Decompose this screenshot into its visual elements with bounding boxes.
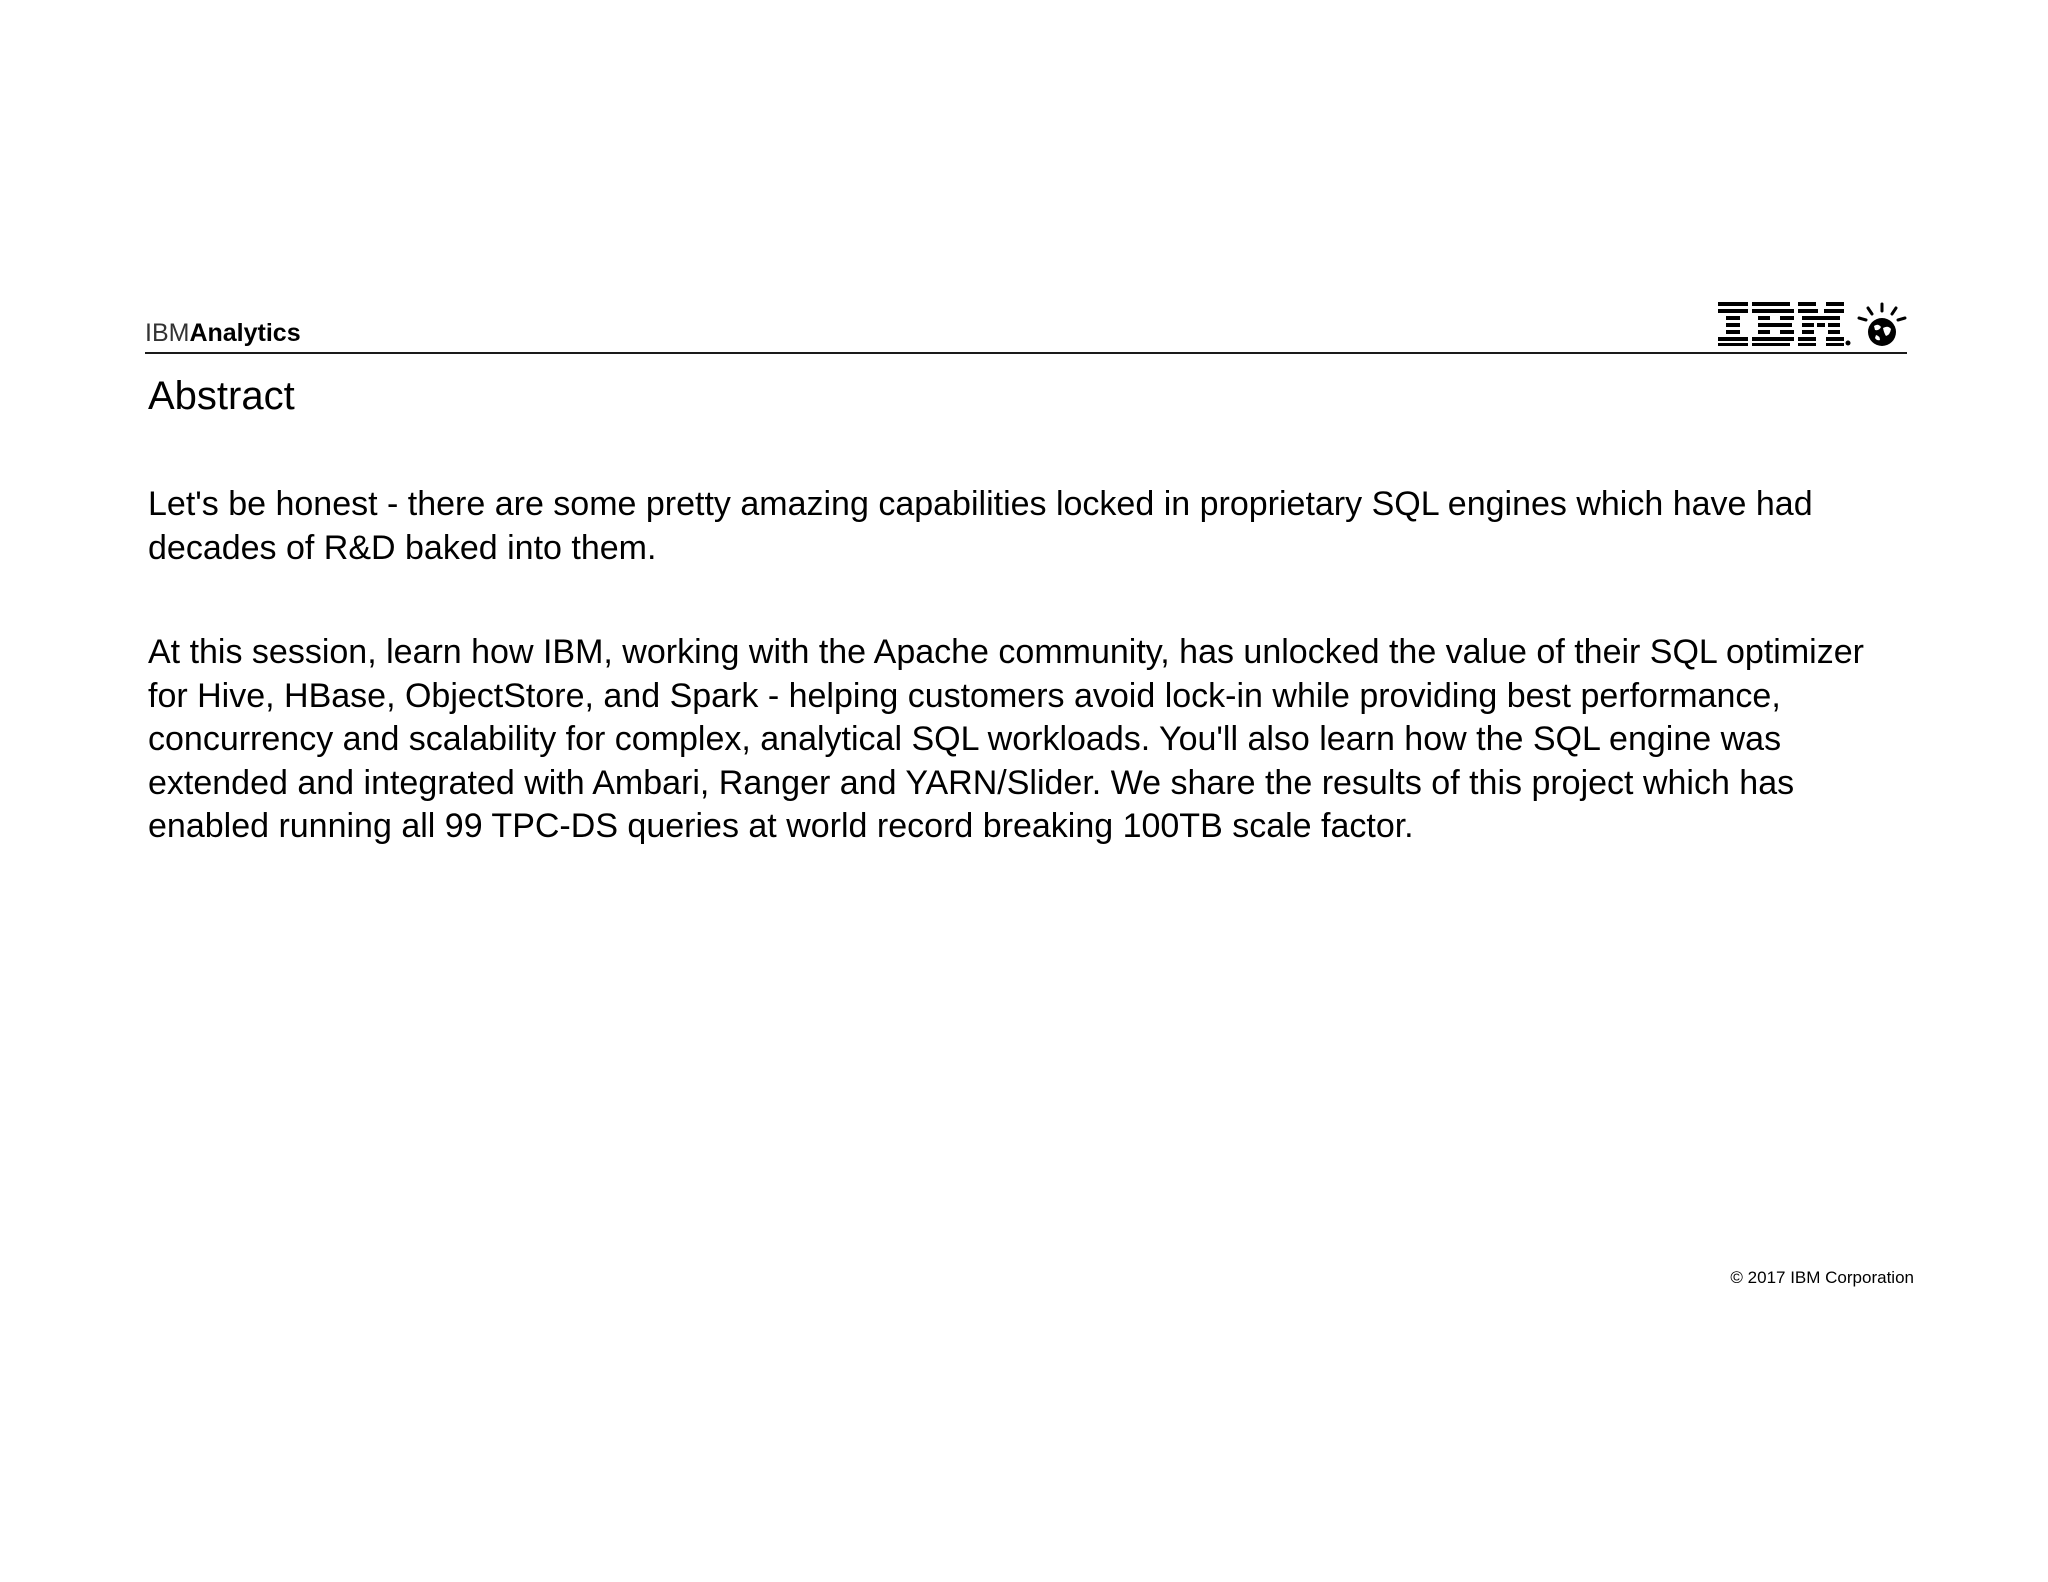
header-divider [145, 352, 1907, 354]
ibm-logo [1718, 302, 1908, 348]
brand-name: Analytics [189, 319, 301, 347]
ibm-analytics-brand [145, 318, 301, 348]
ibm-logo-icon [1718, 302, 1852, 346]
copyright-notice: © 2017 IBM Corporation [1730, 1268, 1914, 1287]
abstract-paragraph-2: At this session, learn how IBM, working with the Apache community, has unlocked the value of their SQL optimizer for Hive, HBase, ObjectStore, and Spark - helping customers avoid lock-in while providing best performance, concurrency and scalability for complex, analytical SQL workloads. You'll also learn how the SQL engine was extended and integrated with Ambari, Ranger and YARN/Slider. We share the results of this project which has enabled running all 99 TPC-DS queries at world record breaking 100TB scale factor. [148, 633, 1864, 845]
smarter-planet-globe-icon [1856, 302, 1908, 348]
abstract-paragraph-1: Let's be honest - there are some pretty amazing capabilities locked in proprietary SQL engines which have had decades of R&D baked into them. [148, 485, 1813, 567]
brand-prefix: IBM [145, 319, 190, 347]
slide-title: Abstract [148, 374, 295, 418]
